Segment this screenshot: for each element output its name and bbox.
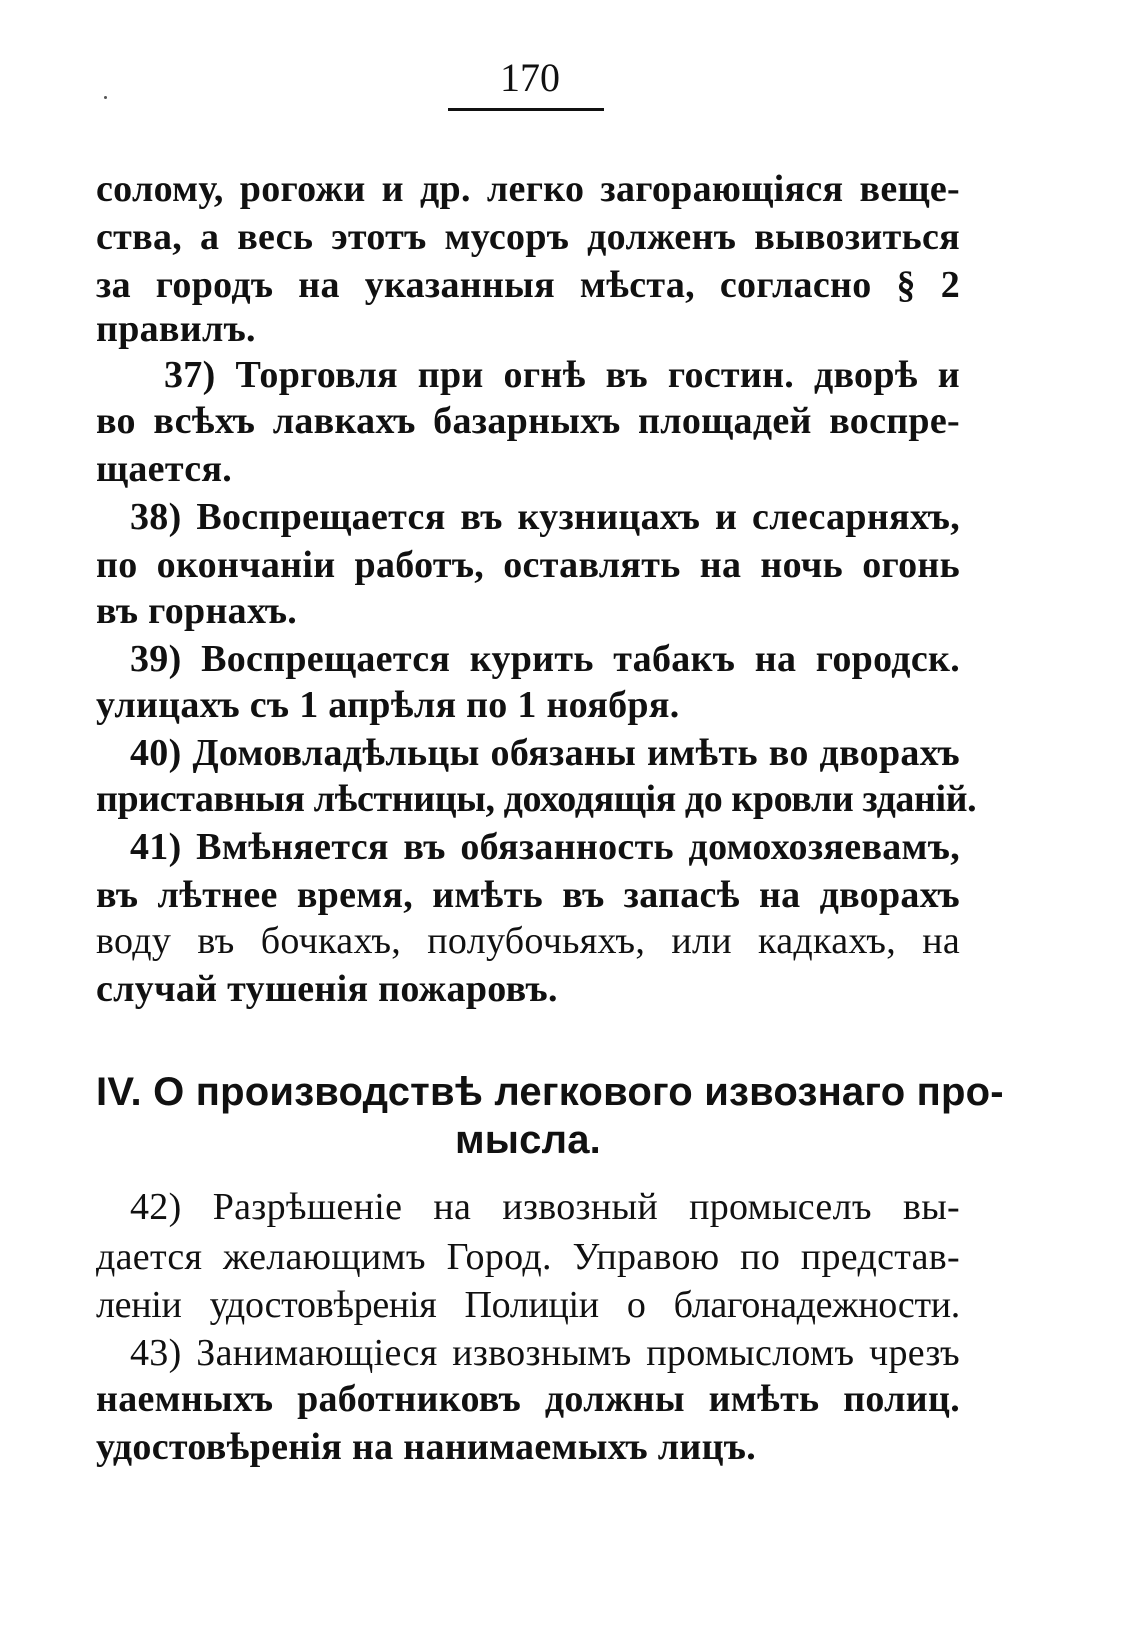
item-42-line-2: дается желающимъ Город. Управою по представ- <box>96 1236 960 1278</box>
item-43-line-2: наемныхъ работниковъ должны имѣть полиц. <box>96 1378 960 1420</box>
paragraph-1-line-1: солому, рогожи и др. легко загорающіяся веще- <box>96 168 960 210</box>
item-38-line-1: 38) Воспрещается въ кузницахъ и слесарняхъ, <box>130 496 960 538</box>
paragraph-1-line-4: правилъ. <box>96 308 256 350</box>
item-40-line-2: приставныя лѣстницы, доходящія до кровли зданій. <box>96 778 977 820</box>
item-41-line-3: воду въ бочкахъ, полубочьяхъ, или кадкахъ, на <box>96 920 960 962</box>
item-39-line-2: улицахъ съ 1 апрѣля по 1 ноября. <box>96 684 680 726</box>
item-43-line-3: удостовѣренія на нанимаемыхъ лицъ. <box>96 1426 757 1468</box>
item-38-line-3: въ горнахъ. <box>96 590 298 632</box>
item-39-line-1: 39) Воспрещается курить табакъ на городск. <box>130 638 960 680</box>
item-43-line-1: 43) Занимающіеся извознымъ промысломъ чрезъ <box>130 1332 960 1374</box>
item-42-line-1: 42) Разрѣшеніе на извозный промыселъ вы- <box>130 1186 960 1228</box>
item-41-line-4: случай тушенія пожаровъ. <box>96 968 558 1010</box>
paragraph-1-line-3: за городъ на указанныя мѣста, согласно § 2 <box>96 264 960 306</box>
item-37-line-3: щается. <box>96 448 233 490</box>
item-42-line-3: леніи удостовѣренія Полиціи о благонадежности. <box>96 1284 960 1326</box>
item-40-line-1: 40) Домовладѣльцы обязаны имѣть во дворахъ <box>130 732 960 774</box>
item-41-line-1: 41) Вмѣняется въ обязанность домохозяевамъ, <box>130 826 960 868</box>
section-heading-line-1: IV. О производствѣ легкового извознаго про- <box>96 1070 1004 1114</box>
paragraph-1-line-2: ства, а весь этотъ мусоръ долженъ вывозиться <box>96 216 960 258</box>
item-38-line-2: по окончаніи работъ, оставлять на ночь огонь <box>96 544 960 586</box>
page-number-rule <box>448 108 604 111</box>
scan-speck <box>104 96 107 99</box>
item-37-line-2: во всѣхъ лавкахъ базарныхъ площадей воспре- <box>96 400 960 442</box>
item-41-line-2: въ лѣтнее время, имѣть въ запасѣ на дворахъ <box>96 874 960 916</box>
page-number: 170 <box>500 55 560 100</box>
item-37-line-1: 37) Торговля при огнѣ въ гостин. дворѣ и <box>164 354 960 396</box>
section-heading-line-2: мысла. <box>455 1118 601 1162</box>
